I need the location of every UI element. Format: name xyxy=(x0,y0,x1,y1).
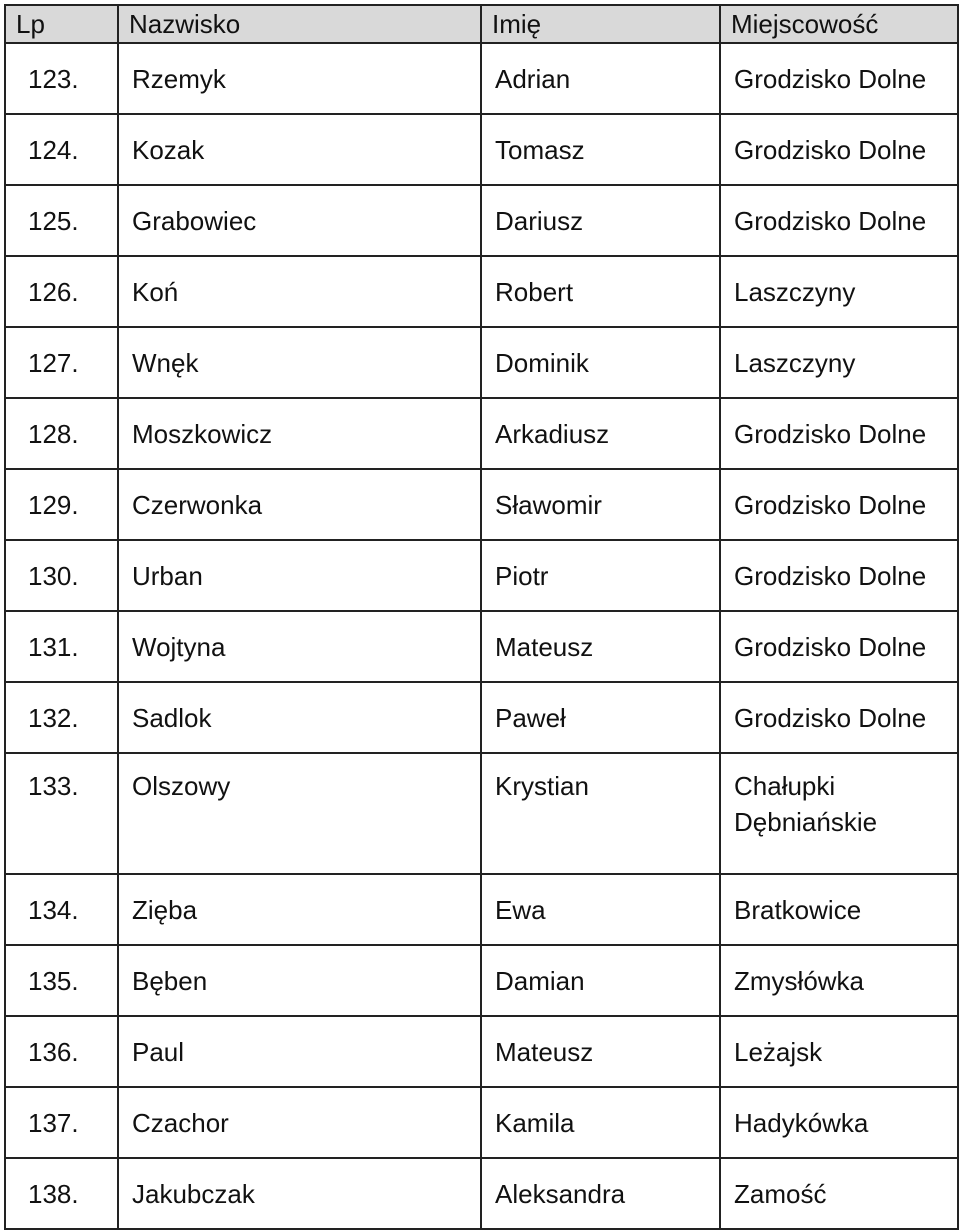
cell-imie: Mateusz xyxy=(481,611,720,682)
column-header-imie: Imię xyxy=(481,5,720,43)
cell-miejscowosc: Grodzisko Dolne xyxy=(720,682,958,753)
table-row xyxy=(5,1158,958,1229)
cell-lp: 123. xyxy=(5,43,118,114)
cell-nazwisko: Sadlok xyxy=(118,682,481,753)
table-row xyxy=(5,753,958,874)
table-row xyxy=(5,398,958,469)
cell-nazwisko: Paul xyxy=(118,1016,481,1087)
cell-nazwisko: Kozak xyxy=(118,114,481,185)
table-row xyxy=(5,185,958,256)
table-row xyxy=(5,1016,958,1087)
cell-nazwisko: Bęben xyxy=(118,945,481,1016)
cell-imie: Dominik xyxy=(481,327,720,398)
cell-nazwisko: Czachor xyxy=(118,1087,481,1158)
column-header-miejscowosc: Miejscowość xyxy=(720,5,958,43)
cell-nazwisko: Wnęk xyxy=(118,327,481,398)
cell-nazwisko: Olszowy xyxy=(118,753,481,874)
cell-miejscowosc: Grodzisko Dolne xyxy=(720,469,958,540)
cell-imie: Adrian xyxy=(481,43,720,114)
cell-imie: Ewa xyxy=(481,874,720,945)
cell-miejscowosc: Zamość xyxy=(720,1158,958,1229)
table-row xyxy=(5,256,958,327)
column-header-lp: Lp xyxy=(5,5,118,43)
cell-imie: Sławomir xyxy=(481,469,720,540)
cell-lp: 132. xyxy=(5,682,118,753)
cell-miejscowosc: Zmysłówka xyxy=(720,945,958,1016)
cell-lp: 130. xyxy=(5,540,118,611)
cell-miejscowosc: Grodzisko Dolne xyxy=(720,611,958,682)
cell-miejscowosc: Hadykówka xyxy=(720,1087,958,1158)
participants-table xyxy=(4,4,959,1230)
cell-miejscowosc: Bratkowice xyxy=(720,874,958,945)
cell-lp: 138. xyxy=(5,1158,118,1229)
cell-nazwisko: Koń xyxy=(118,256,481,327)
cell-lp: 131. xyxy=(5,611,118,682)
table-row xyxy=(5,682,958,753)
column-header-nazwisko: Nazwisko xyxy=(118,5,481,43)
cell-lp: 137. xyxy=(5,1087,118,1158)
cell-miejscowosc: Laszczyny xyxy=(720,256,958,327)
cell-miejscowosc: Grodzisko Dolne xyxy=(720,43,958,114)
cell-nazwisko: Zięba xyxy=(118,874,481,945)
cell-miejscowosc: Grodzisko Dolne xyxy=(720,540,958,611)
cell-nazwisko: Grabowiec xyxy=(118,185,481,256)
cell-miejscowosc: Grodzisko Dolne xyxy=(720,185,958,256)
cell-nazwisko: Rzemyk xyxy=(118,43,481,114)
cell-nazwisko: Czerwonka xyxy=(118,469,481,540)
cell-miejscowosc: Grodzisko Dolne xyxy=(720,398,958,469)
cell-lp: 127. xyxy=(5,327,118,398)
table-row xyxy=(5,945,958,1016)
cell-nazwisko: Moszkowicz xyxy=(118,398,481,469)
cell-imie: Piotr xyxy=(481,540,720,611)
table-row xyxy=(5,540,958,611)
table-row xyxy=(5,874,958,945)
cell-lp: 135. xyxy=(5,945,118,1016)
table-row xyxy=(5,43,958,114)
cell-imie: Damian xyxy=(481,945,720,1016)
cell-imie: Kamila xyxy=(481,1087,720,1158)
cell-imie: Paweł xyxy=(481,682,720,753)
cell-lp: 126. xyxy=(5,256,118,327)
cell-miejscowosc: Chałupki Dębniańskie xyxy=(720,753,958,874)
cell-miejscowosc: Grodzisko Dolne xyxy=(720,114,958,185)
table-body xyxy=(5,43,958,1229)
table-row xyxy=(5,611,958,682)
cell-nazwisko: Urban xyxy=(118,540,481,611)
cell-lp: 134. xyxy=(5,874,118,945)
table-row xyxy=(5,114,958,185)
cell-lp: 129. xyxy=(5,469,118,540)
cell-imie: Tomasz xyxy=(481,114,720,185)
cell-miejscowosc: Leżajsk xyxy=(720,1016,958,1087)
cell-imie: Arkadiusz xyxy=(481,398,720,469)
cell-imie: Aleksandra xyxy=(481,1158,720,1229)
cell-lp: 136. xyxy=(5,1016,118,1087)
cell-imie: Dariusz xyxy=(481,185,720,256)
cell-lp: 125. xyxy=(5,185,118,256)
table-row xyxy=(5,1087,958,1158)
cell-miejscowosc: Laszczyny xyxy=(720,327,958,398)
table-header xyxy=(5,5,958,43)
cell-nazwisko: Wojtyna xyxy=(118,611,481,682)
cell-lp: 124. xyxy=(5,114,118,185)
cell-imie: Mateusz xyxy=(481,1016,720,1087)
cell-imie: Robert xyxy=(481,256,720,327)
cell-nazwisko: Jakubczak xyxy=(118,1158,481,1229)
cell-lp: 128. xyxy=(5,398,118,469)
header-row xyxy=(5,5,958,43)
table-row xyxy=(5,469,958,540)
cell-imie: Krystian xyxy=(481,753,720,874)
cell-lp: 133. xyxy=(5,753,118,874)
table-row xyxy=(5,327,958,398)
